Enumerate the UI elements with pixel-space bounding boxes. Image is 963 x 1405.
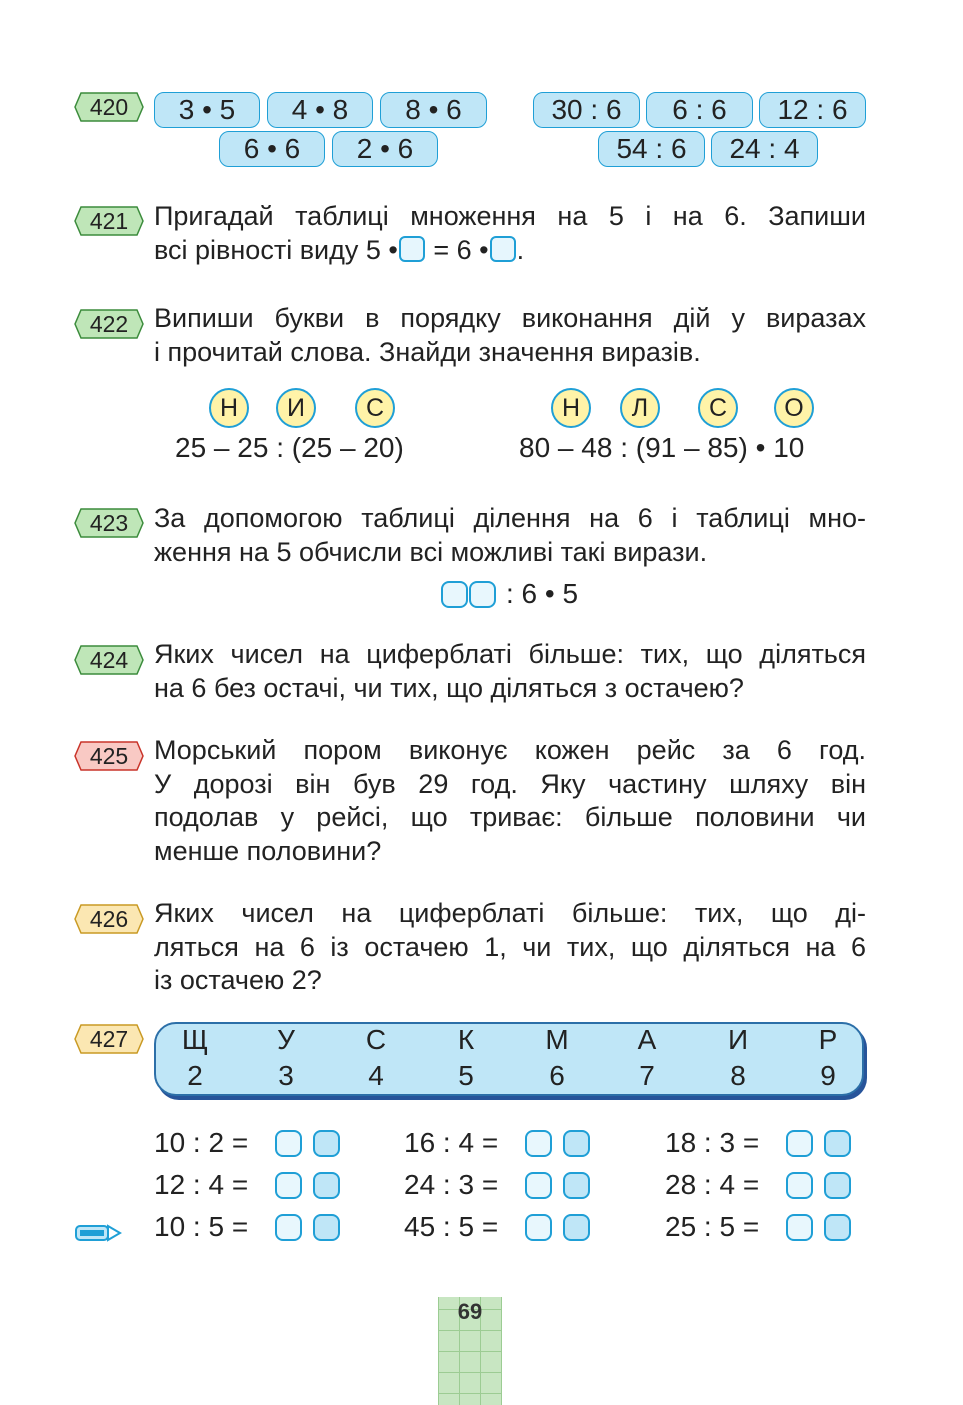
answer-box	[786, 1172, 813, 1199]
answer-box	[313, 1130, 340, 1157]
letter-circle: С	[355, 388, 395, 428]
expression-pill: 54 : 6	[598, 131, 705, 167]
answer-box	[275, 1172, 302, 1199]
expression-pill: 6 : 6	[646, 92, 753, 128]
division-equation: 16 : 4 =	[404, 1127, 499, 1158]
answer-box	[275, 1130, 302, 1157]
task-number-424: 424	[74, 645, 144, 675]
pencil-icon	[74, 1222, 122, 1244]
code-letter: И	[727, 1024, 749, 1055]
answer-box	[275, 1214, 302, 1241]
code-letter: У	[277, 1024, 295, 1055]
blank-box	[441, 581, 468, 608]
code-digit: 3	[278, 1060, 294, 1091]
letter-circle: Л	[620, 388, 660, 428]
task-426-text: Яких чисел на циферблаті більше: тих, що ді- ляться на 6 із остачею 1, чи тих, що діляться на 6 із остачею 2?	[154, 898, 866, 995]
answer-box	[563, 1214, 590, 1241]
code-letter: К	[457, 1024, 475, 1055]
code-letter: Щ	[181, 1024, 209, 1055]
code-digit: 5	[458, 1060, 474, 1091]
task-number-421: 421	[74, 206, 144, 236]
expression-pill: 3 • 5	[154, 92, 260, 128]
page-number: 69	[457, 1299, 483, 1324]
code-digit: 4	[368, 1060, 384, 1091]
code-digit: 8	[730, 1060, 746, 1091]
task-number-422: 422	[74, 309, 144, 339]
letter-circle: И	[276, 388, 316, 428]
answer-box	[313, 1172, 340, 1199]
expression-left: 25 – 25 : (25 – 20)	[175, 432, 404, 463]
answer-box	[786, 1214, 813, 1241]
answer-box	[525, 1214, 552, 1241]
blank-box	[469, 581, 496, 608]
code-digit: 9	[820, 1060, 836, 1091]
division-equation: 10 : 2 =	[154, 1127, 249, 1158]
code-digit: 2	[187, 1060, 203, 1091]
task-number-425: 425	[74, 741, 144, 771]
task-number-426: 426	[74, 904, 144, 934]
division-equation: 45 : 5 =	[404, 1211, 499, 1242]
answer-box	[313, 1214, 340, 1241]
expression-pill: 12 : 6	[759, 92, 866, 128]
task-423-text: За допомогою таблиці ділення на 6 і таблиці мно- ження на 5 обчисли всі можливі такі вирази.	[154, 503, 866, 567]
expression-pill: 6 • 6	[219, 131, 325, 167]
task-424-text: Яких чисел на циферблаті більше: тих, що діляться на 6 без остачі, чи тих, що діляться з остачею?	[154, 639, 866, 703]
task-421-text: Пригадай таблиці множення на 5 і на 6. Запиши всі рівності виду 5 • = 6 • .	[154, 201, 866, 265]
division-equation: 12 : 4 =	[154, 1169, 249, 1200]
code-digit: 7	[639, 1060, 655, 1091]
expression-pill: 8 • 6	[380, 92, 487, 128]
task-number-420: 420	[74, 92, 144, 122]
answer-box	[786, 1130, 813, 1157]
letter-circle: Н	[551, 388, 591, 428]
answer-box	[824, 1214, 851, 1241]
letter-circle: Н	[209, 388, 249, 428]
formula: : 6 • 5	[506, 578, 579, 609]
task-422-text: Випиши букви в порядку виконання дій у виразах і прочитай слова. Знайди значення виразів.	[154, 303, 866, 367]
expression-pill: 30 : 6	[533, 92, 640, 128]
blank-box	[490, 236, 516, 262]
division-equation: 28 : 4 =	[665, 1169, 760, 1200]
expression-pill: 4 • 8	[267, 92, 373, 128]
code-digit: 6	[549, 1060, 565, 1091]
task-425-text: Морський пором виконує кожен рейс за 6 год. У дорозі він був 29 год. Яку частину шляху він подолав у рейсі, що триває: більше половини чи менше половини?	[154, 735, 866, 866]
division-equation: 10 : 5 =	[154, 1211, 249, 1242]
answer-box	[525, 1172, 552, 1199]
letter-circle: О	[774, 388, 814, 428]
expression-right: 80 – 48 : (91 – 85) • 10	[519, 432, 805, 463]
division-equation: 25 : 5 =	[665, 1211, 760, 1242]
answer-box	[824, 1130, 851, 1157]
answer-box	[563, 1130, 590, 1157]
answer-box	[525, 1130, 552, 1157]
code-letter: А	[637, 1024, 657, 1055]
expression-pill: 24 : 4	[711, 131, 818, 167]
blank-box	[399, 236, 425, 262]
division-equation: 24 : 3 =	[404, 1169, 499, 1200]
division-equation: 18 : 3 =	[665, 1127, 760, 1158]
answer-box	[563, 1172, 590, 1199]
expression-pill: 2 • 6	[332, 131, 438, 167]
letter-circle: С	[698, 388, 738, 428]
task-number-423: 423	[74, 508, 144, 538]
task-number-427: 427	[74, 1024, 144, 1054]
code-letter: М	[545, 1024, 569, 1055]
answer-box	[824, 1172, 851, 1199]
code-letter: С	[365, 1024, 387, 1055]
code-letter: Р	[818, 1024, 838, 1055]
